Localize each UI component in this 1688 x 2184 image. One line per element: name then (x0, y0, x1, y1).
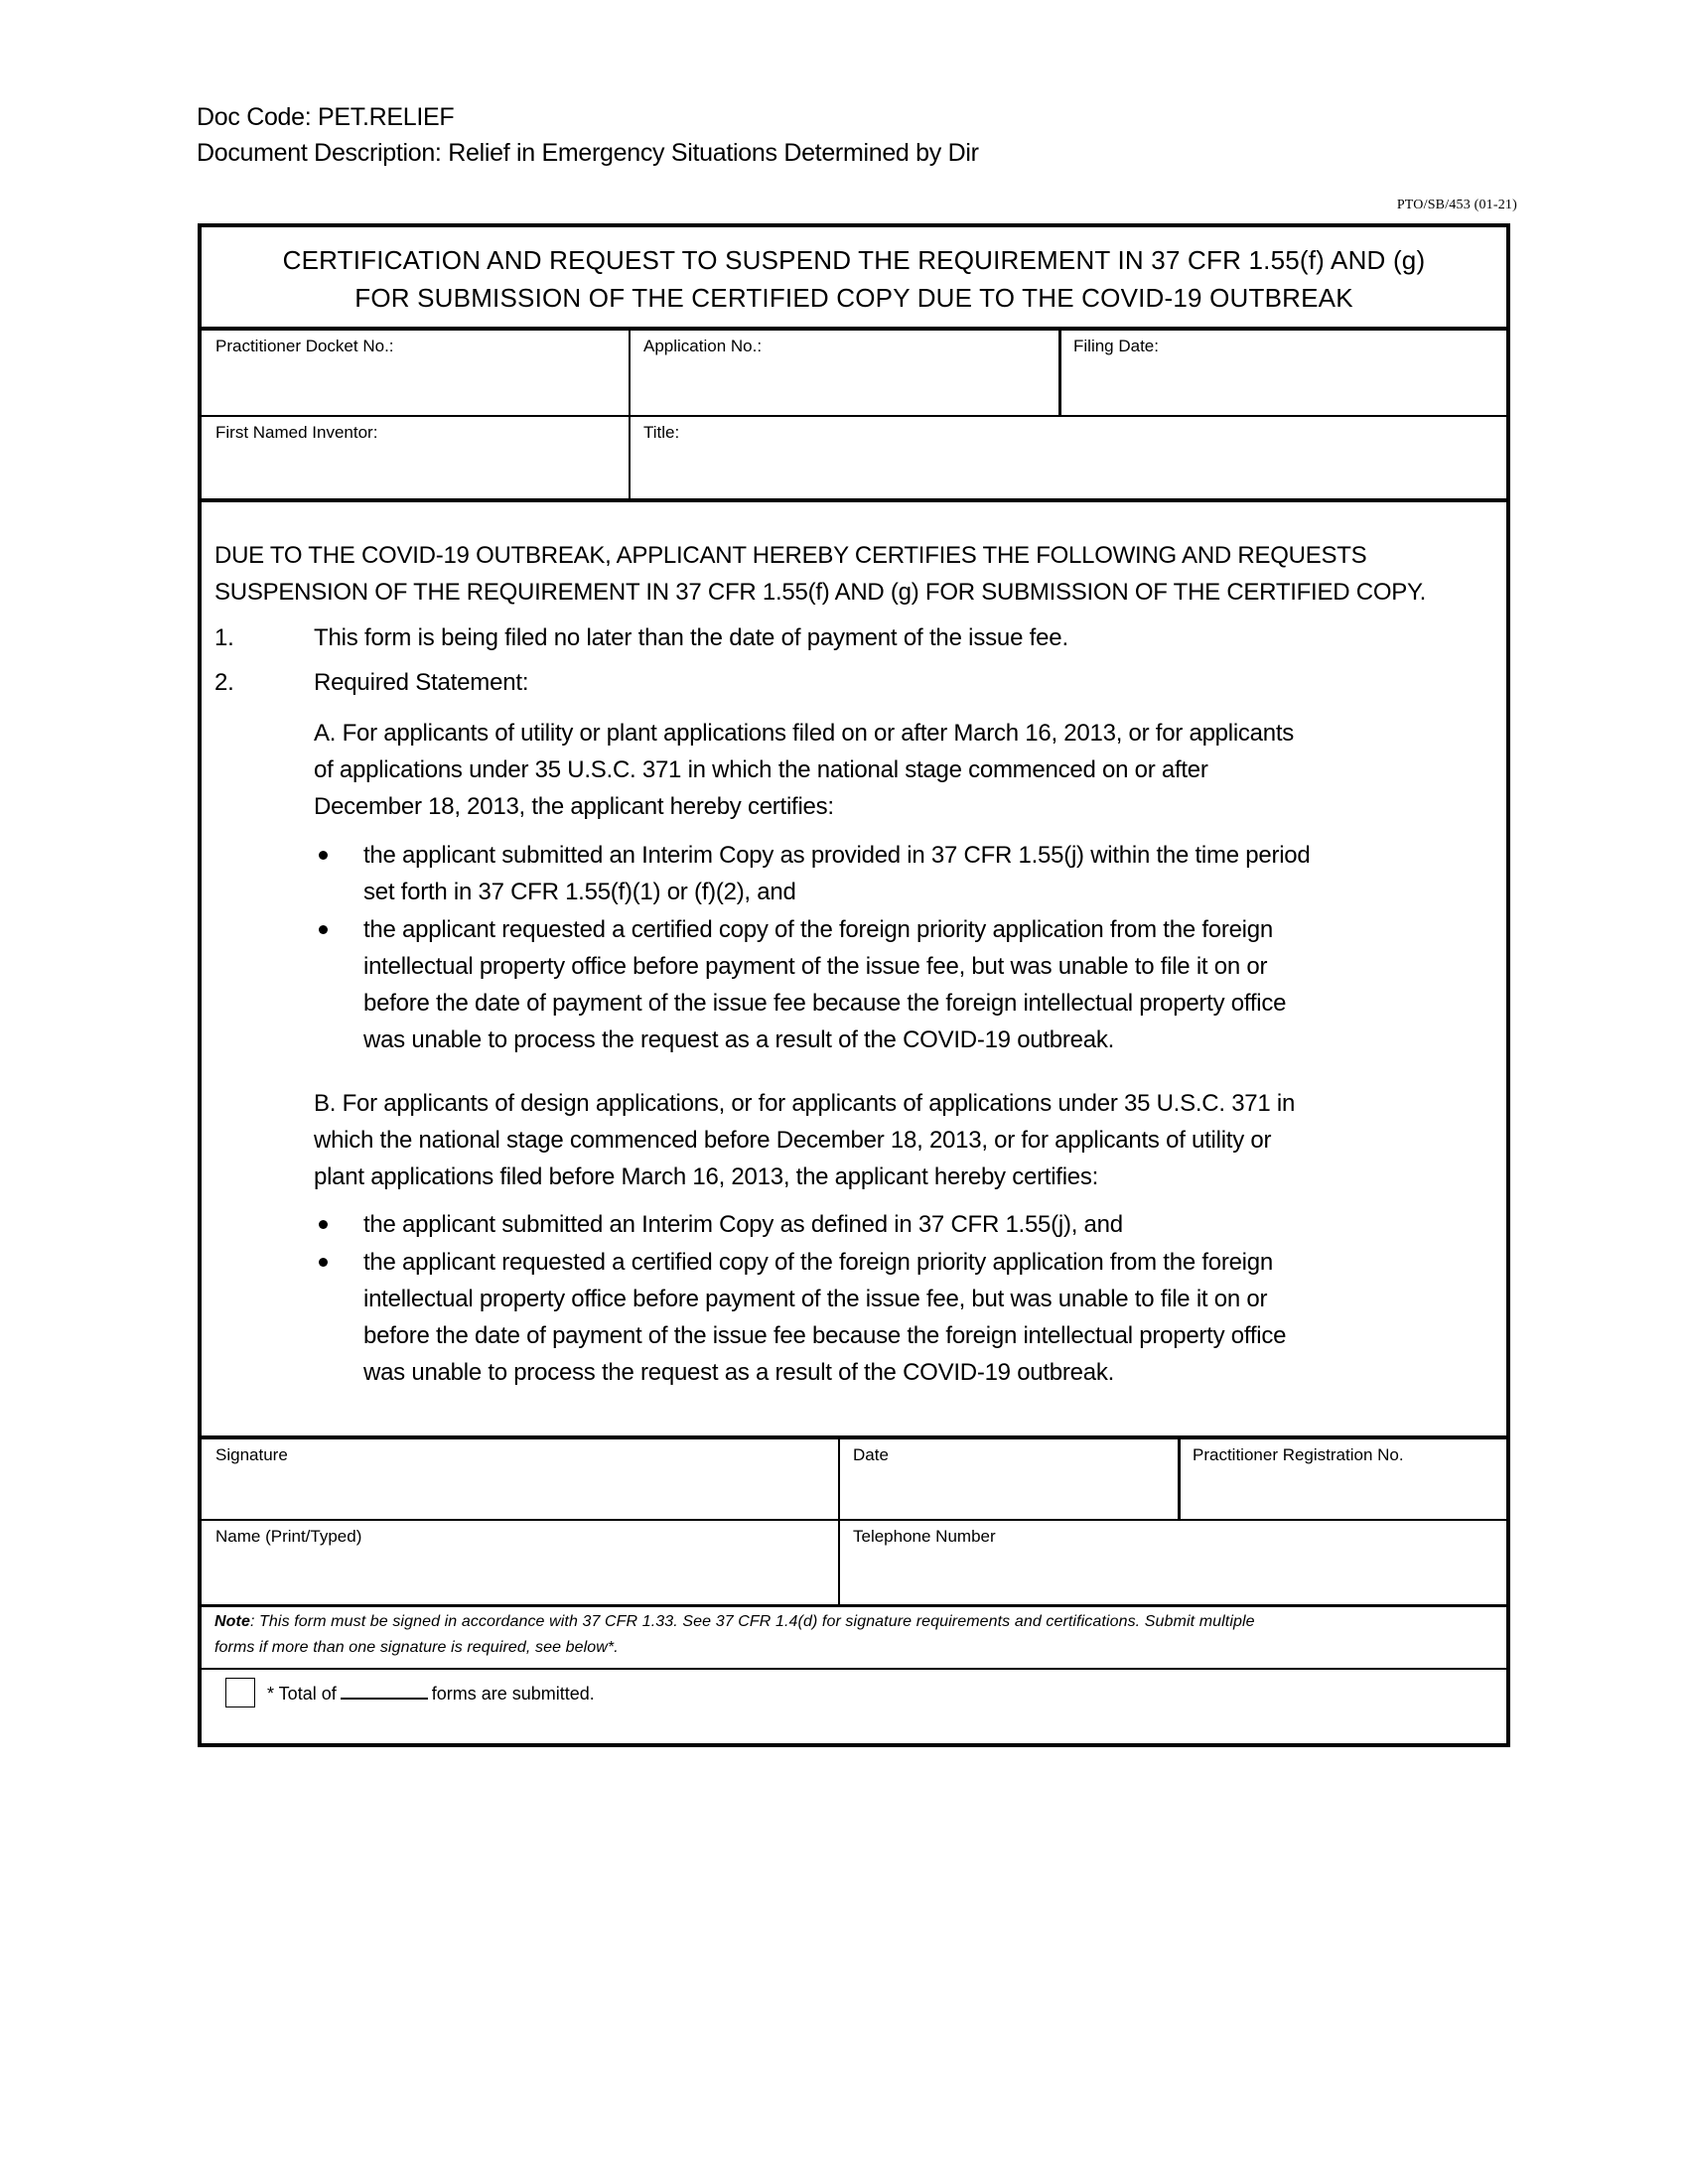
multiple-forms-checkbox[interactable] (225, 1678, 255, 1707)
practitioner-docket-label: Practitioner Docket No.: (215, 337, 394, 355)
column-divider (1058, 331, 1061, 416)
total-forms-suffix: forms are submitted. (431, 1684, 595, 1704)
form-number: PTO/SB/453 (01-21) (1396, 198, 1517, 212)
form-title-line1: CERTIFICATION AND REQUEST TO SUSPEND THE REQUIREMENT IN 37 CFR 1.55(f) AND (g) (282, 245, 1426, 275)
date-field[interactable] (839, 1439, 1179, 1520)
note-label: Note (214, 1613, 250, 1630)
practitioner-docket-field[interactable] (202, 331, 630, 416)
section-a-line: December 18, 2013, the applicant hereby certifies: (314, 793, 834, 820)
total-forms-input[interactable] (341, 1680, 428, 1700)
note-text-line2: forms if more than one signature is required, see below*. (214, 1639, 619, 1656)
item-number: 2. (214, 669, 234, 696)
section-b-paragraph (314, 1085, 1505, 1195)
bullet-line: the applicant submitted an Interim Copy as provided in 37 CFR 1.55(j) within the time period (363, 842, 1311, 869)
first-named-inventor-field[interactable] (202, 417, 630, 499)
filing-date-label: Filing Date: (1073, 337, 1159, 355)
section-divider (202, 1604, 1506, 1607)
note-text: : This form must be signed in accordance with 37 CFR 1.33. See 37 CFR 1.4(d) for signature requirements and certifications. Submit multiple (249, 1613, 1255, 1630)
doc-code: Doc Code: PET.RELIEF (197, 103, 455, 131)
bullet-line: the applicant requested a certified copy of the foreign priority application from the foreign (363, 916, 1273, 943)
certification-intro (214, 537, 1505, 611)
bullet-line: intellectual property office before payment of the issue fee, but was unable to file it on or (363, 953, 1268, 980)
item-text: Required Statement: (314, 669, 529, 696)
section-b-line: B. For applicants of design applications, or for applicants of applications under 35 U.S.C. 371 in (314, 1090, 1296, 1117)
row-divider (202, 1668, 1506, 1670)
bullet-line: before the date of payment of the issue fee because the foreign intellectual property office (363, 990, 1287, 1017)
title-field[interactable] (630, 417, 1506, 499)
bullet-line: was unable to process the request as a result of the COVID-19 outbreak. (363, 1359, 1115, 1386)
section-b-line: which the national stage commenced before December 18, 2013, or for applicants of utility or (314, 1127, 1272, 1154)
section-a-paragraph (314, 715, 1505, 825)
section-divider (202, 498, 1506, 502)
document-header (197, 99, 979, 171)
bullet-line: the applicant submitted an Interim Copy as defined in 37 CFR 1.55(j), and (363, 1211, 1123, 1238)
practitioner-registration-label: Practitioner Registration No. (1193, 1445, 1404, 1464)
first-named-inventor-label: First Named Inventor: (215, 423, 378, 442)
intro-line2: SUSPENSION OF THE REQUIREMENT IN 37 CFR 1.55(f) AND (g) FOR SUBMISSION OF THE CERTIFIED COPY. (214, 579, 1427, 606)
section-a-line: A. For applicants of utility or plant applications filed on or after March 16, 2013, or for applicants (314, 720, 1295, 747)
application-no-label: Application No.: (643, 337, 763, 355)
bullet-line: before the date of payment of the issue fee because the foreign intellectual property office (363, 1322, 1287, 1349)
section-b-line: plant applications filed before March 16, 2013, the applicant hereby certifies: (314, 1163, 1099, 1190)
intro-line1: DUE TO THE COVID-19 OUTBREAK, APPLICANT HEREBY CERTIFIES THE FOLLOWING AND REQUESTS (214, 542, 1367, 569)
bullet-line: the applicant requested a certified copy of the foreign priority application from the foreign (363, 1249, 1273, 1276)
item-text: This form is being filed no later than the date of payment of the issue fee. (314, 624, 1068, 651)
total-forms-prefix: * Total of (267, 1684, 337, 1704)
form-title-line2: FOR SUBMISSION OF THE CERTIFIED COPY DUE TO THE COVID-19 OUTBREAK (354, 283, 1353, 313)
name-field[interactable] (202, 1521, 839, 1606)
doc-description: Document Description: Relief in Emergency Situations Determined by Dir (197, 139, 979, 167)
bullet-line: set forth in 37 CFR 1.55(f)(1) or (f)(2), and (363, 879, 796, 905)
list-item-2 (214, 669, 528, 697)
name-label: Name (Print/Typed) (215, 1527, 362, 1546)
column-divider (1178, 1439, 1181, 1520)
signature-note (214, 1609, 1495, 1661)
title-label: Title: (643, 423, 680, 442)
total-forms-statement (267, 1680, 595, 1705)
date-label: Date (853, 1445, 889, 1464)
application-no-field[interactable] (630, 331, 1059, 416)
practitioner-registration-field[interactable] (1179, 1439, 1506, 1520)
form-title (202, 227, 1506, 331)
bullet-line: intellectual property office before payment of the issue fee, but was unable to file it on or (363, 1286, 1268, 1312)
item-number: 1. (214, 624, 234, 651)
list-item-1 (214, 624, 1068, 652)
bullet-line: was unable to process the request as a result of the COVID-19 outbreak. (363, 1026, 1115, 1053)
telephone-label: Telephone Number (853, 1527, 996, 1546)
filing-date-field[interactable] (1059, 331, 1506, 416)
certification-form (198, 223, 1510, 1747)
signature-label: Signature (215, 1445, 288, 1464)
section-a-line: of applications under 35 U.S.C. 371 in which the national stage commenced on or after (314, 756, 1208, 783)
signature-field[interactable] (202, 1439, 839, 1520)
telephone-field[interactable] (839, 1521, 1506, 1606)
